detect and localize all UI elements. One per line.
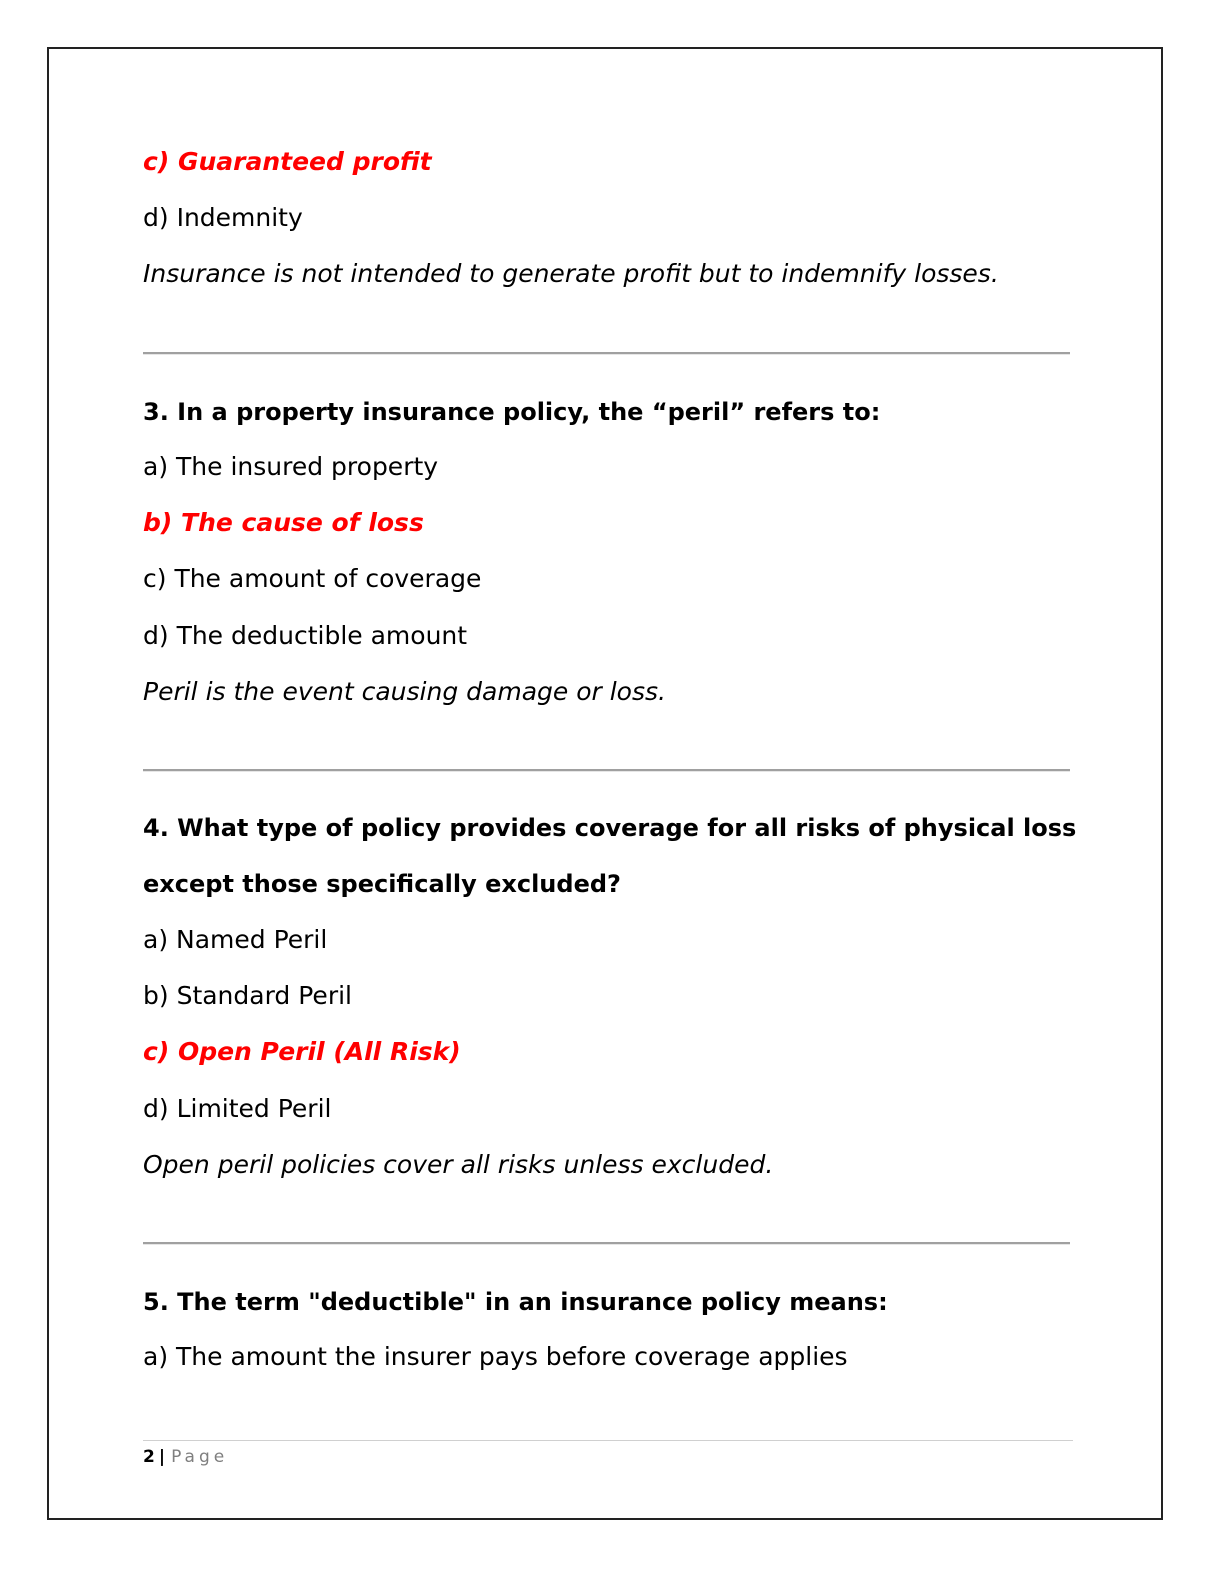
section-divider <box>143 769 1070 772</box>
section-divider <box>143 1242 1070 1245</box>
q4-explanation: Open peril policies cover all risks unless excluded. <box>143 1150 774 1179</box>
q3-option-d: d) The deductible amount <box>143 621 468 650</box>
page-number: 2 <box>143 1447 155 1467</box>
question-4-line-1: 4. What type of policy provides coverage for all risks of physical loss <box>143 814 1077 842</box>
explanation: Insurance is not intended to generate profit but to indemnify losses. <box>143 259 999 288</box>
q3-explanation: Peril is the event causing damage or loss. <box>143 677 666 706</box>
page-footer <box>143 1446 228 1468</box>
question-5: 5. The term "deductible" in an insurance policy means: <box>143 1288 888 1316</box>
footer-separator: | <box>158 1447 166 1467</box>
page-label: Page <box>171 1447 229 1467</box>
q3-option-a: a) The insured property <box>143 452 439 481</box>
q4-option-d: d) Limited Peril <box>143 1094 332 1123</box>
section-divider <box>143 352 1070 355</box>
answer-option-c: c) Guaranteed profit <box>143 147 432 176</box>
footer-divider <box>143 1440 1073 1441</box>
q3-option-c: c) The amount of coverage <box>143 564 482 593</box>
q4-answer-option-c: c) Open Peril (All Risk) <box>143 1037 461 1066</box>
q4-option-a: a) Named Peril <box>143 925 328 954</box>
q4-option-b: b) Standard Peril <box>143 981 352 1010</box>
question-4-line-2: except those specifically excluded? <box>143 870 621 898</box>
q5-option-a: a) The amount the insurer pays before coverage applies <box>143 1342 848 1371</box>
option-d: d) Indemnity <box>143 203 303 232</box>
question-3: 3. In a property insurance policy, the “peril” refers to: <box>143 398 881 426</box>
q3-answer-option-b: b) The cause of loss <box>143 508 424 537</box>
